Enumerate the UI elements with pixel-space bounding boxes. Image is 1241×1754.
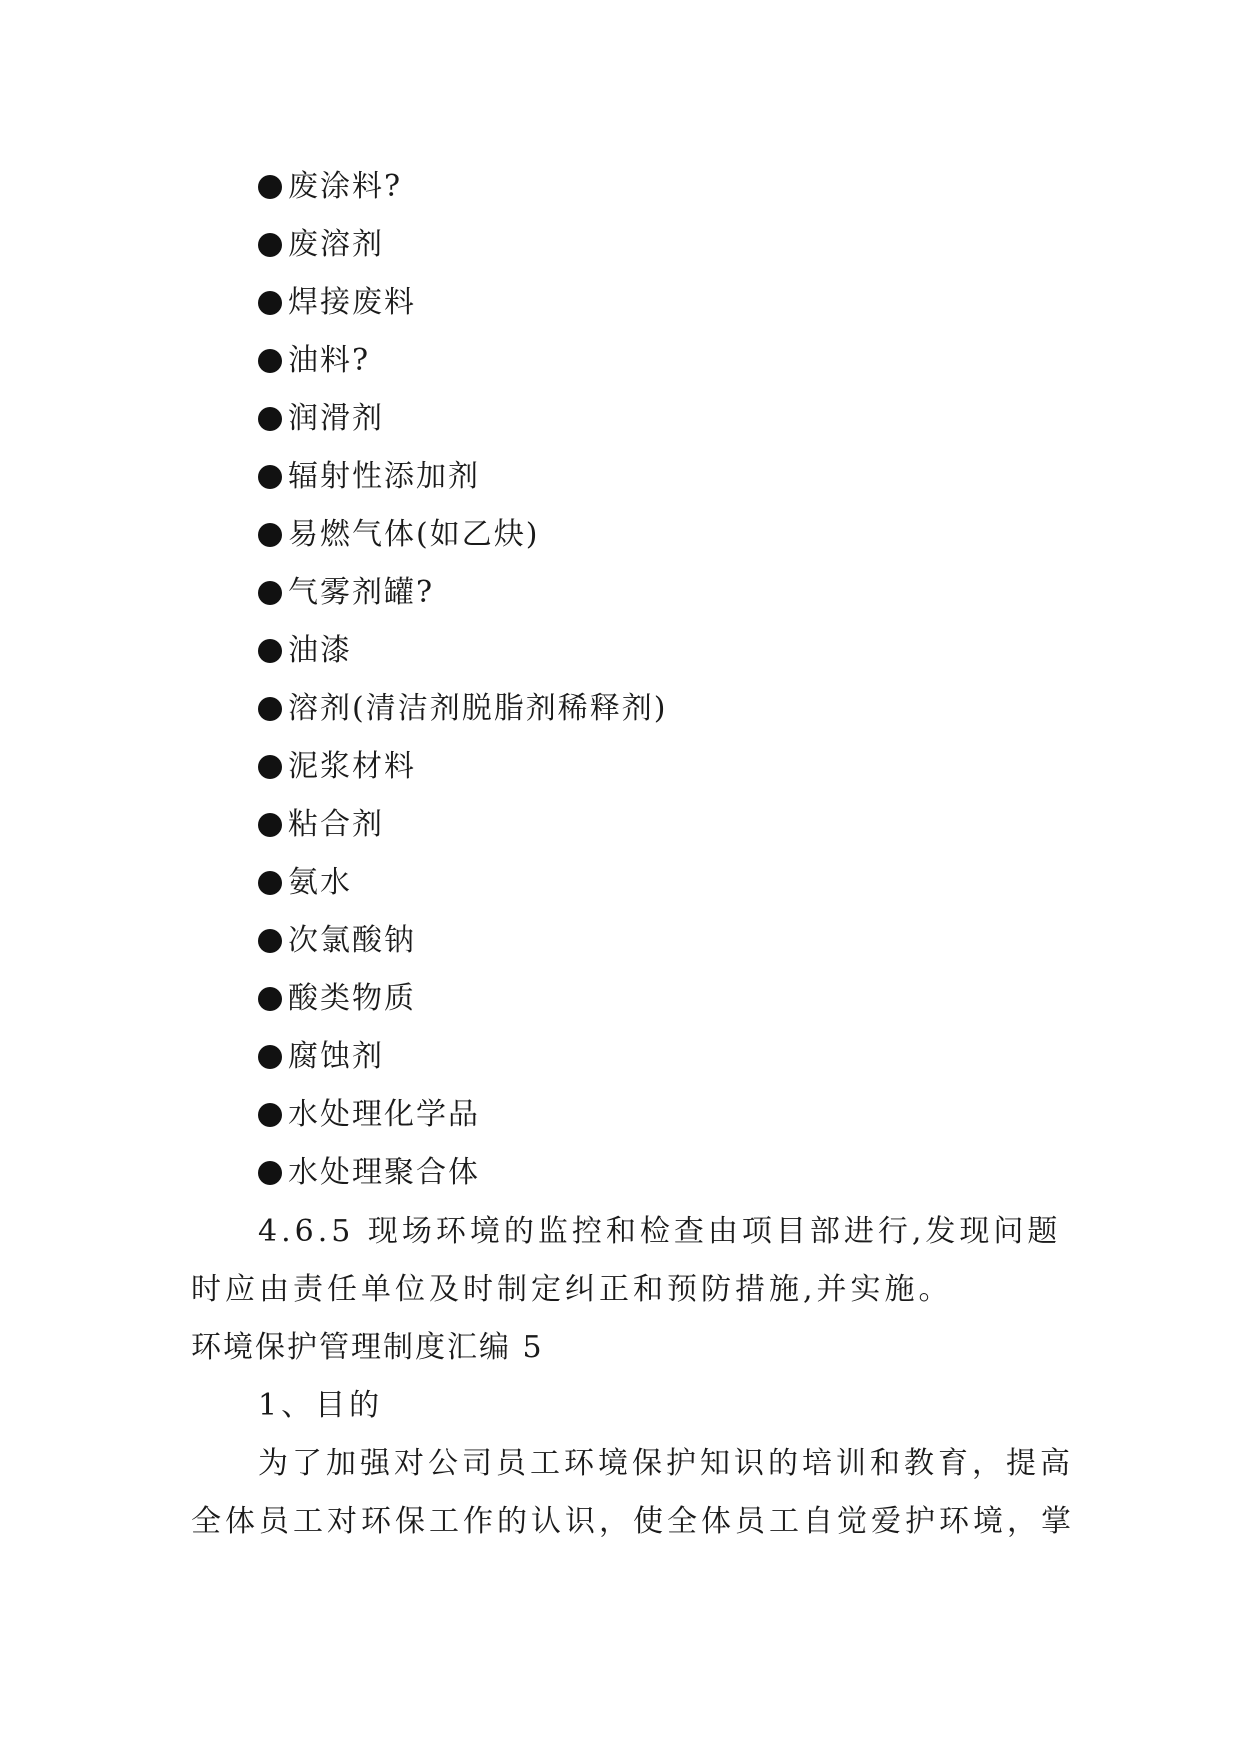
list-item	[258, 622, 667, 680]
list-item	[258, 912, 667, 970]
bullet-icon	[258, 1045, 282, 1069]
list-item-text: 废涂料?	[288, 169, 403, 204]
purpose-paragraph-line2: 全体员工对环保工作的认识，使全体员工自觉爱护环境，掌	[191, 1504, 1075, 1539]
list-item-text: 焊接废料	[288, 285, 416, 320]
bullet-icon	[258, 929, 282, 953]
list-item	[258, 680, 667, 738]
list-item-text: 易燃气体(如乙炔)	[288, 517, 540, 552]
bullet-icon	[258, 755, 282, 779]
list-item-text: 泥浆材料	[288, 749, 416, 784]
list-item	[258, 448, 667, 506]
section-heading: 环境保护管理制度汇编 5	[191, 1330, 544, 1365]
list-item	[258, 158, 667, 216]
purpose-paragraph-line1: 为了加强对公司员工环境保护知识的培训和教育，提高	[258, 1446, 1074, 1481]
list-item	[258, 332, 667, 390]
list-item	[258, 854, 667, 912]
hazardous-materials-list	[258, 158, 667, 1202]
list-item	[258, 1028, 667, 1086]
list-item-text: 次氯酸钠	[288, 923, 416, 958]
list-item	[258, 796, 667, 854]
list-item	[258, 1144, 667, 1202]
bullet-icon	[258, 581, 282, 605]
list-item-text: 粘合剂	[288, 807, 384, 842]
bullet-icon	[258, 1161, 282, 1185]
bullet-icon	[258, 1103, 282, 1127]
bullet-icon	[258, 871, 282, 895]
list-item-text: 氨水	[288, 865, 352, 900]
list-item-text: 水处理化学品	[288, 1097, 480, 1132]
paragraph-465-line1: 4.6.5 现场环境的监控和检查由项目部进行,发现问题	[258, 1214, 1062, 1249]
list-item-text: 溶剂(清洁剂脱脂剂稀释剂)	[288, 691, 668, 726]
bullet-icon	[258, 349, 282, 373]
list-item-text: 水处理聚合体	[288, 1155, 480, 1190]
bullet-icon	[258, 639, 282, 663]
bullet-icon	[258, 523, 282, 547]
list-item	[258, 390, 667, 448]
list-item-text: 润滑剂	[288, 401, 384, 436]
list-item	[258, 970, 667, 1028]
list-item-text: 油料?	[288, 343, 371, 378]
subsection-purpose-heading: 1、目的	[258, 1388, 384, 1423]
list-item-text: 油漆	[288, 633, 352, 668]
bullet-icon	[258, 697, 282, 721]
bullet-icon	[258, 233, 282, 257]
list-item	[258, 564, 667, 622]
paragraph-465-line2: 时应由责任单位及时制定纠正和预防措施,并实施。	[191, 1272, 953, 1307]
bullet-icon	[258, 407, 282, 431]
bullet-icon	[258, 291, 282, 315]
list-item-text: 废溶剂	[288, 227, 384, 262]
list-item-text: 辐射性添加剂	[288, 459, 480, 494]
bullet-icon	[258, 465, 282, 489]
bullet-icon	[258, 813, 282, 837]
list-item	[258, 738, 667, 796]
bullet-icon	[258, 987, 282, 1011]
bullet-icon	[258, 175, 282, 199]
list-item	[258, 274, 667, 332]
list-item	[258, 506, 667, 564]
list-item-text: 酸类物质	[288, 981, 416, 1016]
list-item	[258, 1086, 667, 1144]
list-item	[258, 216, 667, 274]
list-item-text: 腐蚀剂	[288, 1039, 384, 1074]
list-item-text: 气雾剂罐?	[288, 575, 435, 610]
